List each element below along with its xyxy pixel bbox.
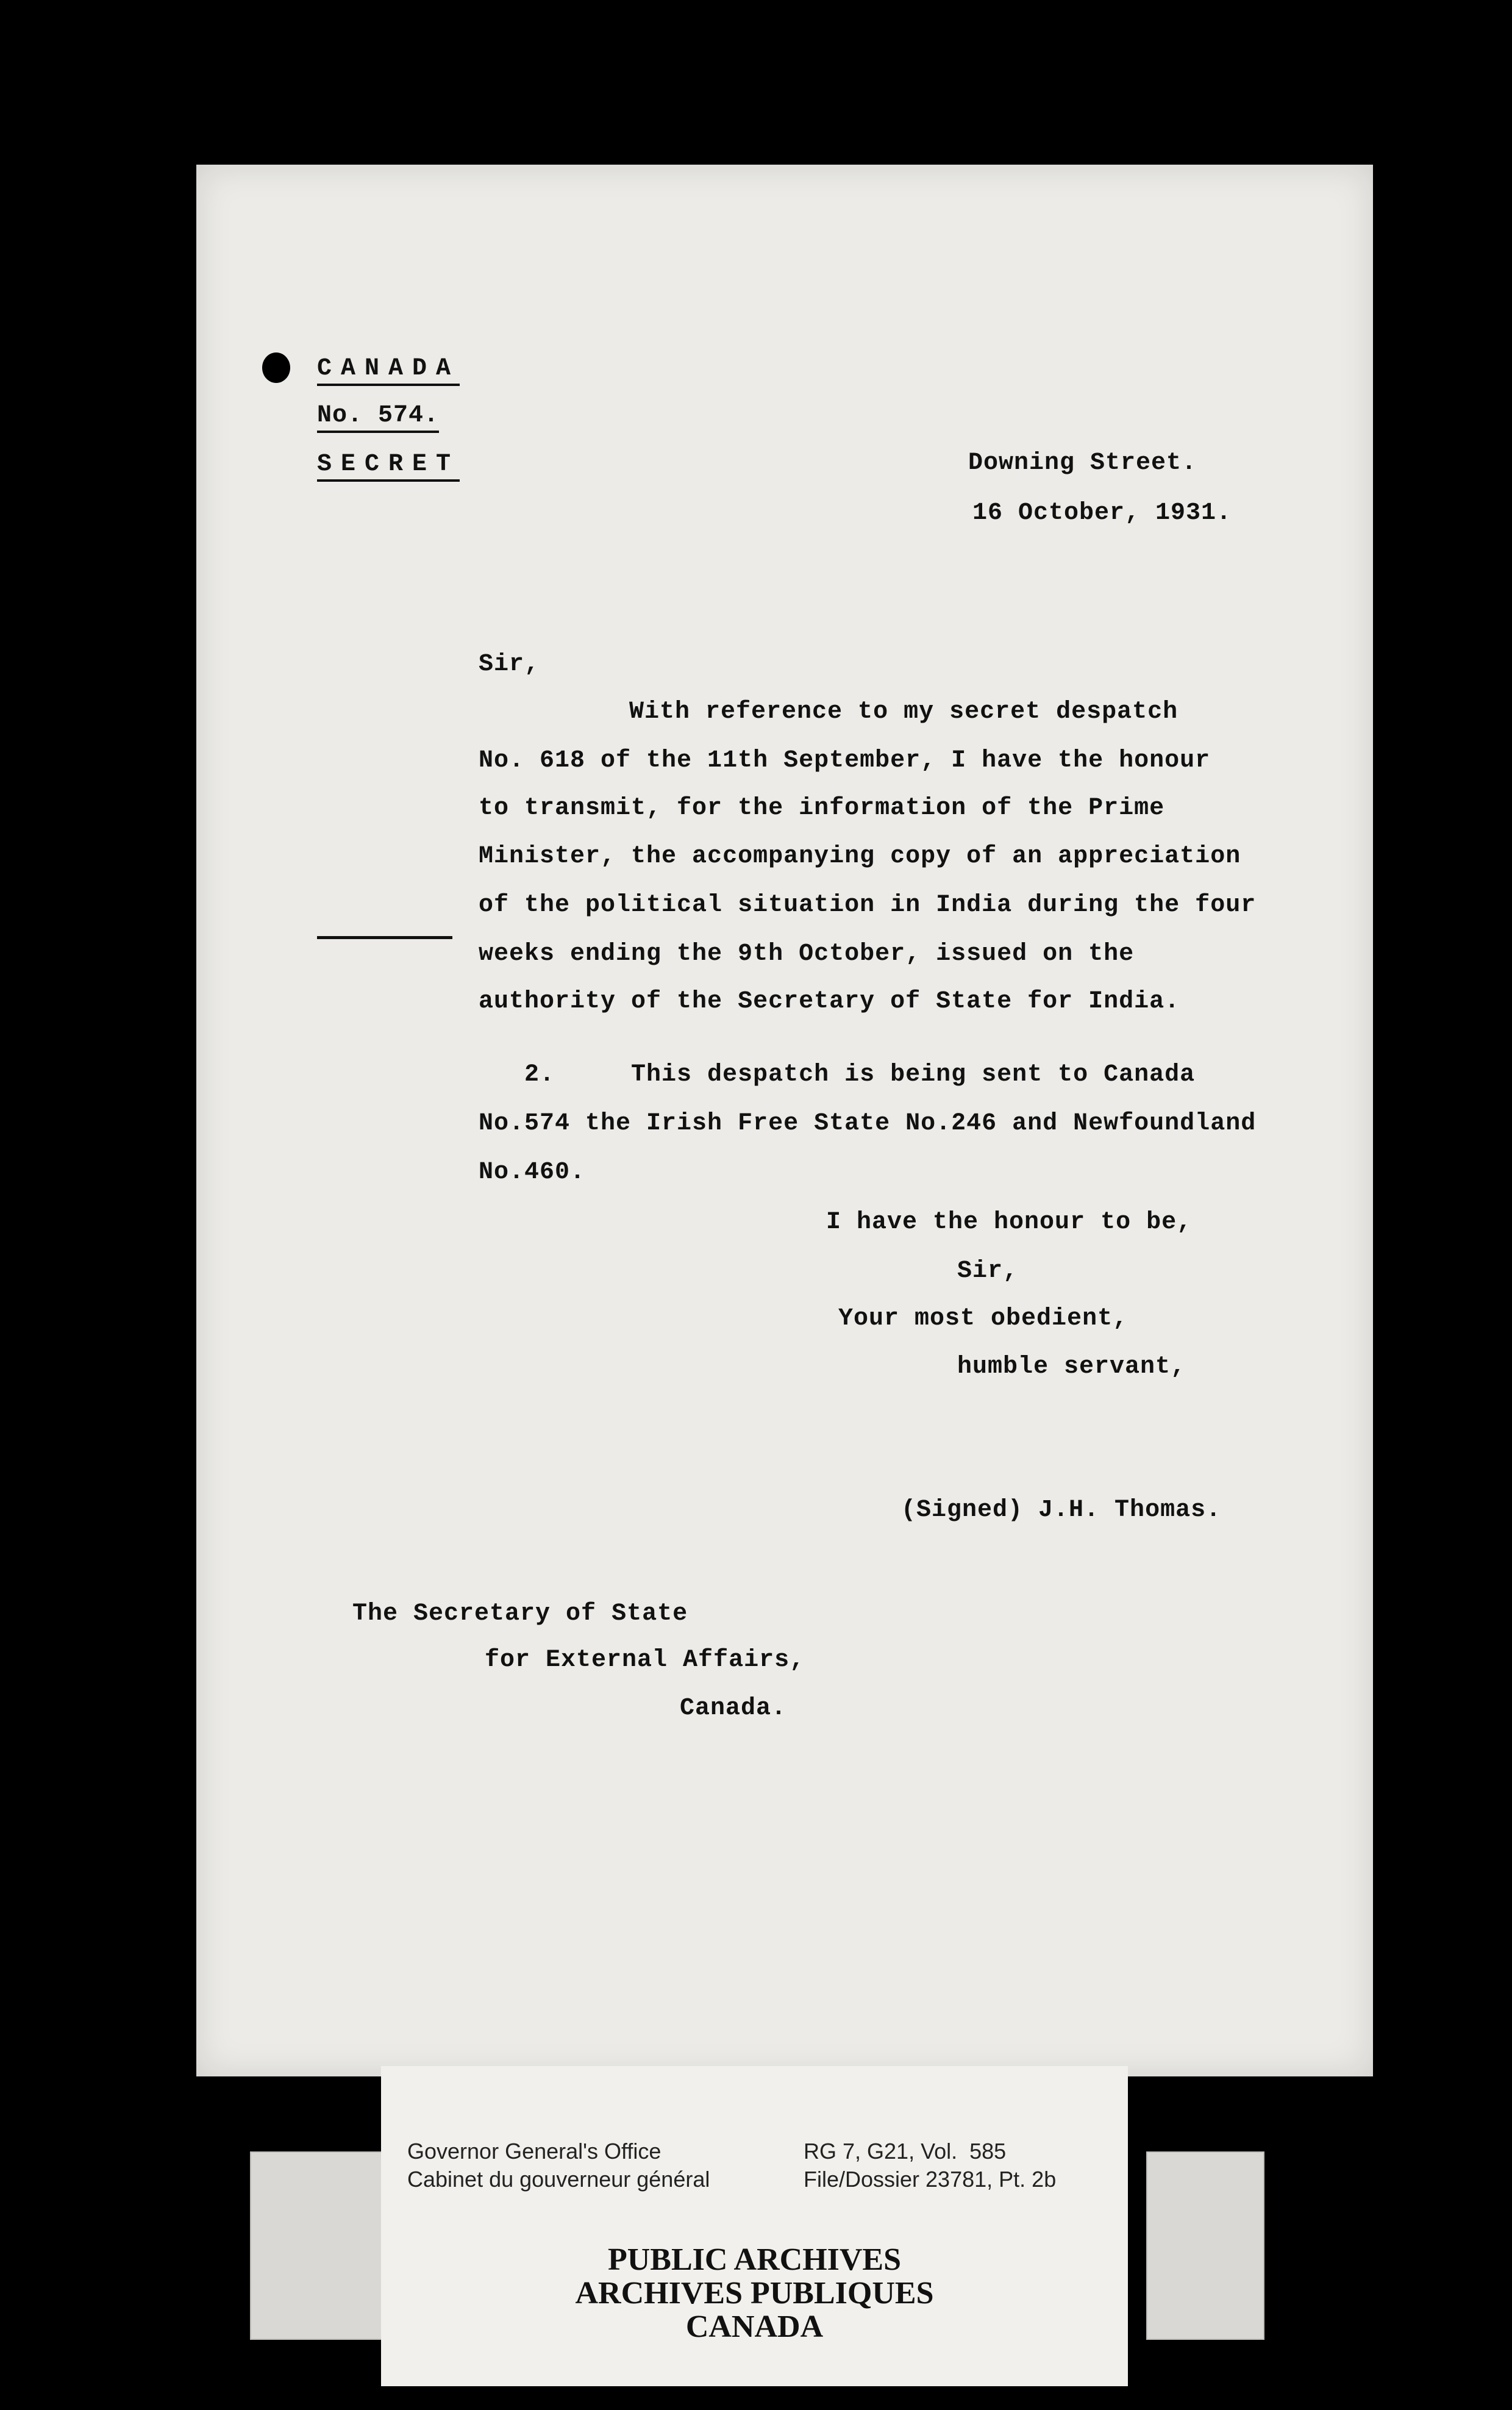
office-name-en: Governor General's Office	[407, 2139, 661, 2164]
salutation: Sir,	[479, 651, 540, 678]
letter-date: 16 October, 1931.	[972, 499, 1232, 527]
archives-stamp-line: PUBLIC ARCHIVES	[607, 2242, 902, 2277]
archives-stamp-line: CANADA	[685, 2309, 824, 2344]
file-reference: File/Dossier 23781, Pt. 2b	[804, 2167, 1057, 2192]
recipient-line: Canada.	[680, 1695, 787, 1722]
closing-line: Sir,	[957, 1257, 1019, 1285]
paragraph2-line: No.460.	[479, 1159, 586, 1186]
office-name-fr: Cabinet du gouverneur général	[407, 2167, 710, 2192]
tape-strip-right	[1146, 2151, 1264, 2340]
archives-stamp	[381, 2226, 1128, 2344]
sender-address: Downing Street.	[968, 449, 1197, 477]
paragraph2-line: 2. This despatch is being sent to Canada	[524, 1061, 1196, 1089]
paragraph1-line: to transmit, for the information of the Prime	[479, 795, 1165, 822]
record-group-reference: RG 7, G21, Vol. 585	[804, 2139, 1007, 2164]
closing-line: humble servant,	[957, 1353, 1186, 1381]
paragraph1-line: of the political situation in India during the four	[479, 892, 1257, 919]
recipient-line: The Secretary of State	[352, 1600, 688, 1628]
paragraph1-line: Minister, the accompanying copy of an appreciation	[479, 843, 1241, 870]
paragraph1-line: With reference to my secret despatch	[629, 698, 1179, 726]
punch-hole	[262, 352, 290, 383]
despatch-number: No. 574.	[317, 404, 439, 433]
classification-heading: SECRET	[317, 452, 460, 482]
paragraph1-line: No. 618 of the 11th September, I have the honour	[479, 747, 1211, 774]
signature: (Signed) J.H. Thomas.	[901, 1496, 1222, 1524]
paragraph2-line: No.574 the Irish Free State No.246 and Newfoundland	[479, 1110, 1257, 1137]
archives-stamp-line: ARCHIVES PUBLIQUES	[575, 2276, 934, 2311]
paragraph1-line: weeks ending the 9th October, issued on the	[479, 940, 1135, 968]
closing-line: I have the honour to be,	[826, 1209, 1193, 1236]
country-heading: CANADA	[317, 357, 460, 386]
closing-line: Your most obedient,	[838, 1305, 1129, 1332]
paragraph1-line: authority of the Secretary of State for India.	[479, 988, 1180, 1015]
recipient-line: for External Affairs,	[485, 1647, 805, 1674]
margin-rule	[317, 936, 452, 939]
